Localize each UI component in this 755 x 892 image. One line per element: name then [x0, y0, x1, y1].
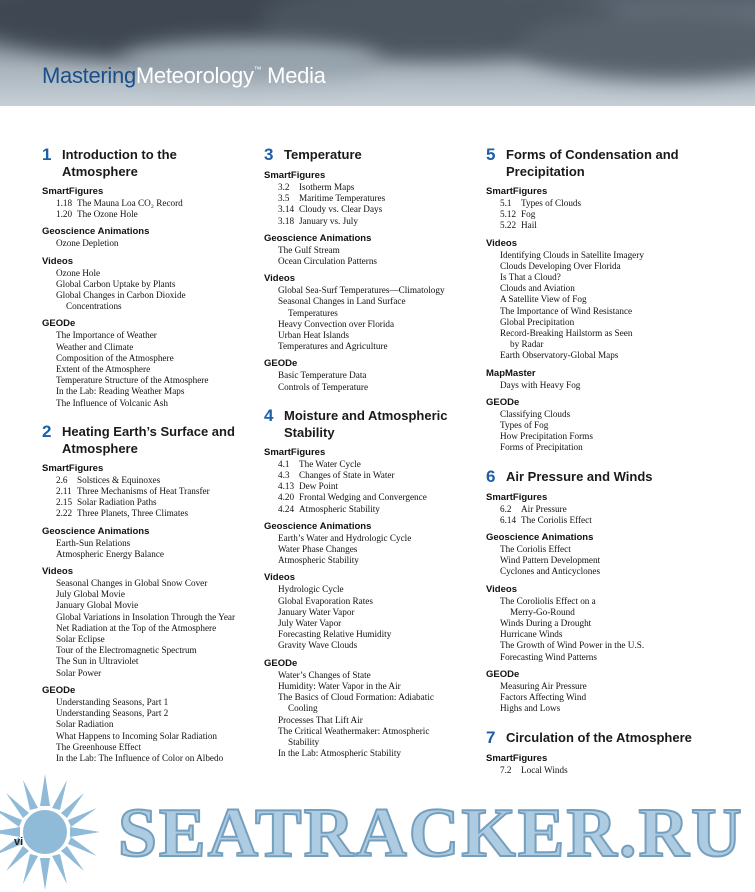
section-label: MapMaster: [486, 367, 536, 379]
section-label: GEODe: [264, 358, 298, 370]
section-label: GEODe: [486, 668, 520, 680]
figure-title: Frontal Wedging and Convergence: [299, 492, 427, 503]
figure-number: 4.20: [278, 492, 295, 503]
figure-title: January vs. July: [299, 215, 358, 226]
title-part-media: Media: [261, 63, 326, 88]
list-item: Ozone Hole: [56, 267, 101, 278]
title-trademark: ™: [253, 65, 262, 74]
list-item: Net Radiation at the Top of the Atmosphere: [56, 622, 217, 633]
section-label: SmartFigures: [264, 446, 326, 458]
watermark-text: SEATRACKER.RU: [118, 795, 744, 872]
figure-number: 2.6: [56, 474, 68, 485]
list-item: Heavy Convection over Florida: [278, 318, 395, 329]
list-item: Days with Heavy Fog: [500, 379, 581, 390]
figure-title: Hail: [521, 220, 537, 231]
list-item: Temperatures: [288, 307, 338, 318]
list-item: Earth Observatory-Global Maps: [500, 350, 619, 361]
list-item: Gravity Wave Clouds: [278, 640, 358, 651]
list-item: The Importance of Wind Resistance: [500, 305, 633, 316]
list-item: The Importance of Weather: [56, 330, 157, 341]
list-item: Cyclones and Anticyclones: [500, 566, 601, 577]
list-item: The Sun in Ultraviolet: [56, 656, 139, 667]
list-item: Basic Temperature Data: [278, 370, 367, 381]
chapter-6-heading: [486, 468, 701, 486]
list-item: Humidity: Water Vapor in the Air: [278, 680, 401, 691]
figure-title: Maritime Temperatures: [299, 193, 386, 204]
chapter-3-heading: [264, 146, 474, 164]
figure-title: Solstices & Equinoxes: [77, 474, 161, 485]
chapter-title: Temperature: [284, 147, 362, 162]
list-item: The Greenhouse Effect: [56, 741, 142, 752]
figure-title: Three Mechanisms of Heat Transfer: [77, 486, 210, 497]
section-label: Videos: [264, 572, 295, 584]
list-item: Ocean Circulation Patterns: [278, 256, 377, 267]
list-item: The Coriolis Effect: [500, 544, 571, 555]
section-label: SmartFigures: [42, 462, 104, 474]
list-item: Earth’s Water and Hydrologic Cycle: [278, 532, 412, 543]
figure-title: Dew Point: [299, 481, 339, 492]
list-item: Forecasting Relative Humidity: [278, 629, 392, 640]
figure-number: 3.5: [278, 193, 290, 204]
figure-title: Fog: [521, 209, 536, 220]
smart-figure-item: [264, 204, 474, 215]
footer: [0, 782, 755, 888]
title-part-mastering: Mastering: [42, 63, 136, 88]
figure-title: The Ozone Hole: [77, 209, 138, 220]
list-item: Measuring Air Pressure: [500, 680, 587, 691]
smart-figure-item: [486, 765, 701, 776]
section-label: SmartFigures: [42, 186, 104, 197]
smart-figure-item: [42, 508, 247, 519]
list-item: Global Carbon Uptake by Plants: [56, 278, 176, 289]
section-label: GEODe: [264, 657, 298, 669]
figure-number: 4.13: [278, 481, 295, 492]
list-item: The Critical Weathermaker: Atmospheric: [278, 725, 430, 736]
figure-number: 7.2: [500, 764, 512, 775]
list-item: The Coroliolis Effect on a: [500, 595, 596, 606]
chapter-5-heading: [486, 146, 701, 180]
figure-number: 2.11: [56, 486, 72, 497]
list-item: Urban Heat Islands: [278, 330, 349, 341]
smart-figure-item: [42, 497, 247, 508]
chapter-number: 5: [486, 145, 496, 164]
smart-figure-item: [264, 481, 474, 492]
figure-title: Atmospheric Stability: [299, 503, 380, 514]
list-item: Global Sea-Surf Temperatures—Climatology: [278, 285, 445, 296]
list-item: Atmospheric Energy Balance: [56, 548, 165, 559]
smart-figure-item: [486, 515, 701, 526]
list-item: In the Lab: Reading Weather Maps: [56, 386, 185, 397]
section-label: Geoscience Animations: [42, 226, 150, 238]
chapter-title: Moisture and Atmospheric Stability: [284, 407, 448, 440]
list-item: In the Lab: Atmospheric Stability: [278, 748, 401, 759]
list-item: Global Evaporation Rates: [278, 595, 373, 606]
smart-figure-item: [42, 198, 247, 209]
list-item: January Global Movie: [56, 600, 139, 611]
figure-number: 4.1: [278, 458, 290, 469]
list-item: Seasonal Changes in Global Snow Cover: [56, 578, 208, 589]
section-label: Geoscience Animations: [42, 525, 150, 537]
list-item: Cooling: [288, 703, 318, 714]
list-item: Temperature Structure of the Atmosphere: [56, 375, 209, 386]
figure-title: The Coriolis Effect: [521, 514, 592, 525]
list-item: Composition of the Atmosphere: [56, 352, 174, 363]
list-item: Global Precipitation: [500, 316, 575, 327]
smart-figure-item: [264, 470, 474, 481]
figure-title: Types of Clouds: [521, 198, 582, 208]
chapter-7-heading: [486, 729, 701, 747]
list-item: A Satellite View of Fog: [500, 294, 587, 305]
list-item: Merry-Go-Round: [510, 606, 575, 617]
list-item: Earth-Sun Relations: [56, 537, 131, 548]
figure-title: Three Planets, Three Climates: [77, 508, 189, 519]
smart-figure-item: [486, 209, 701, 220]
list-item: Solar Radiation: [56, 719, 114, 730]
figure-title: Local Winds: [521, 764, 568, 775]
section-label: Videos: [486, 237, 517, 249]
chapter-2-heading: [42, 423, 247, 457]
chapter-title: Circulation of the Atmosphere: [506, 729, 692, 745]
smart-figure-item: [264, 193, 474, 204]
figure-number: 5.12: [500, 209, 517, 220]
smart-figure-item: [42, 486, 247, 497]
list-item: Temperatures and Agriculture: [278, 341, 388, 352]
list-item: Ozone Depletion: [56, 238, 119, 249]
list-item: The Influence of Volcanic Ash: [56, 397, 168, 408]
list-item: Highs and Lows: [500, 703, 561, 714]
section-label: SmartFigures: [264, 170, 326, 181]
section-label: Videos: [42, 255, 73, 267]
list-item: The Growth of Wind Power in the U.S.: [500, 640, 645, 651]
smart-figure-item: [264, 459, 474, 470]
list-item: Solar Power: [56, 667, 102, 678]
figure-number: 4.3: [278, 470, 290, 481]
list-item: Tour of the Electromagnetic Spectrum: [56, 645, 197, 656]
smart-figure-item: [264, 492, 474, 503]
figure-title: Air Pressure: [521, 503, 567, 514]
column-1: [42, 146, 247, 764]
figure-title: Changes of State in Water: [299, 470, 395, 481]
column-3: [486, 146, 701, 776]
figure-number: 1.18: [56, 198, 73, 208]
section-label: SmartFigures: [486, 491, 548, 503]
figure-number: 5.1: [500, 198, 512, 208]
list-item: Seasonal Changes in Land Surface: [278, 296, 406, 307]
list-item: Concentrations: [66, 301, 122, 312]
chapter-number: 6: [486, 466, 496, 486]
banner-title: [42, 63, 326, 89]
list-item: Extent of the Atmosphere: [56, 364, 151, 375]
section-label: Videos: [486, 583, 517, 595]
smart-figure-item: [264, 504, 474, 515]
list-item: Water Phase Changes: [278, 544, 358, 555]
list-item: The Gulf Stream: [278, 244, 340, 255]
chapter-title: Introduction to the Atmosphere: [62, 147, 177, 179]
list-item: Weather and Climate: [56, 341, 134, 352]
smart-figure-item: [486, 220, 701, 231]
list-item: Water’s Changes of State: [278, 669, 371, 680]
figure-title: Isotherm Maps: [299, 182, 355, 192]
section-label: SmartFigures: [486, 186, 548, 197]
figure-title: Solar Radiation Paths: [77, 497, 157, 508]
section-label: GEODe: [42, 318, 76, 330]
figure-title: The Mauna Loa CO₂ Record: [77, 198, 183, 208]
list-item: The Basics of Cloud Formation: Adiabatic: [278, 692, 434, 703]
section-label: SmartFigures: [486, 752, 548, 764]
list-item: Controls of Temperature: [278, 381, 369, 392]
list-item: How Precipitation Forms: [500, 431, 593, 442]
list-item: Factors Affecting Wind: [500, 692, 587, 703]
chapter-title: Heating Earth’s Surface and Atmosphere: [62, 423, 235, 456]
figure-number: 2.15: [56, 497, 73, 508]
figure-number: 4.24: [278, 503, 295, 514]
figure-number: 3.2: [278, 182, 290, 192]
section-label: Videos: [264, 273, 295, 285]
list-item: Winds During a Drought: [500, 618, 592, 629]
chapter-number: 4: [264, 405, 274, 425]
page-number: vi: [14, 836, 24, 848]
list-item: Hurricane Winds: [500, 629, 563, 640]
list-item: Types of Fog: [500, 420, 549, 431]
figure-number: 3.18: [278, 215, 295, 226]
smart-figure-item: [42, 209, 247, 220]
section-label: Geoscience Animations: [264, 232, 372, 244]
list-item: What Happens to Incoming Solar Radiation: [56, 730, 218, 741]
chapter-number: 7: [486, 727, 496, 747]
figure-number: 1.20: [56, 209, 73, 220]
section-label: GEODe: [486, 396, 520, 408]
list-item: July Water Vapor: [278, 618, 342, 629]
chapter-number: 2: [42, 421, 52, 441]
figure-number: 5.22: [500, 220, 517, 231]
list-item: July Global Movie: [56, 589, 125, 600]
list-item: Is That a Cloud?: [500, 272, 561, 283]
list-item: Global Variations in Insolation Through the Year: [56, 611, 236, 622]
list-item: Understanding Seasons, Part 1: [56, 696, 169, 707]
list-item: Hydrologic Cycle: [278, 584, 344, 595]
figure-number: 6.14: [500, 514, 517, 525]
figure-number: 3.14: [278, 204, 295, 215]
chapter-1-heading: [42, 146, 247, 180]
list-item: Wind Pattern Development: [500, 555, 601, 566]
list-item: Global Changes in Carbon Dioxide: [56, 290, 186, 301]
list-item: Processes That Lift Air: [278, 714, 363, 725]
figure-title: The Water Cycle: [299, 458, 361, 469]
chapter-number: 3: [264, 145, 274, 164]
title-part-meteorology: Meteorology: [135, 63, 254, 88]
list-item: by Radar: [510, 339, 544, 350]
sunburst-icon: [0, 772, 110, 892]
section-label: GEODe: [42, 684, 76, 696]
header-banner: [0, 0, 755, 106]
figure-number: 6.2: [500, 503, 512, 514]
chapter-title: Air Pressure and Winds: [506, 468, 653, 484]
smart-figure-item: [486, 198, 701, 209]
list-item: Clouds Developing Over Florida: [500, 260, 621, 271]
list-item: Atmospheric Stability: [278, 555, 359, 566]
smart-figure-item: [42, 475, 247, 486]
list-item: Identifying Clouds in Satellite Imagery: [500, 249, 644, 260]
smart-figure-item: [264, 216, 474, 227]
section-label: Geoscience Animations: [486, 532, 594, 544]
smart-figure-item: [264, 182, 474, 193]
list-item: Stability: [288, 736, 320, 747]
list-item: In the Lab: The Influence of Color on Albedo: [56, 752, 224, 763]
list-item: January Water Vapor: [278, 606, 355, 617]
chapter-4-heading: [264, 407, 474, 441]
list-item: Forms of Precipitation: [500, 442, 583, 453]
list-item: Classifying Clouds: [500, 408, 571, 419]
list-item: Record-Breaking Hailstorm as Seen: [500, 328, 633, 339]
chapter-number: 1: [42, 145, 52, 164]
section-label: Geoscience Animations: [264, 520, 372, 532]
figure-number: 2.22: [56, 508, 73, 519]
list-item: Solar Eclipse: [56, 634, 105, 645]
figure-title: Cloudy vs. Clear Days: [299, 204, 383, 215]
column-2: [264, 146, 474, 759]
list-item: Clouds and Aviation: [500, 283, 575, 294]
chapter-title: Forms of Condensation and Precipitation: [506, 147, 679, 179]
list-item: Understanding Seasons, Part 2: [56, 708, 169, 719]
smart-figure-item: [486, 504, 701, 515]
list-item: Forecasting Wind Patterns: [500, 651, 597, 662]
section-label: Videos: [42, 566, 73, 578]
